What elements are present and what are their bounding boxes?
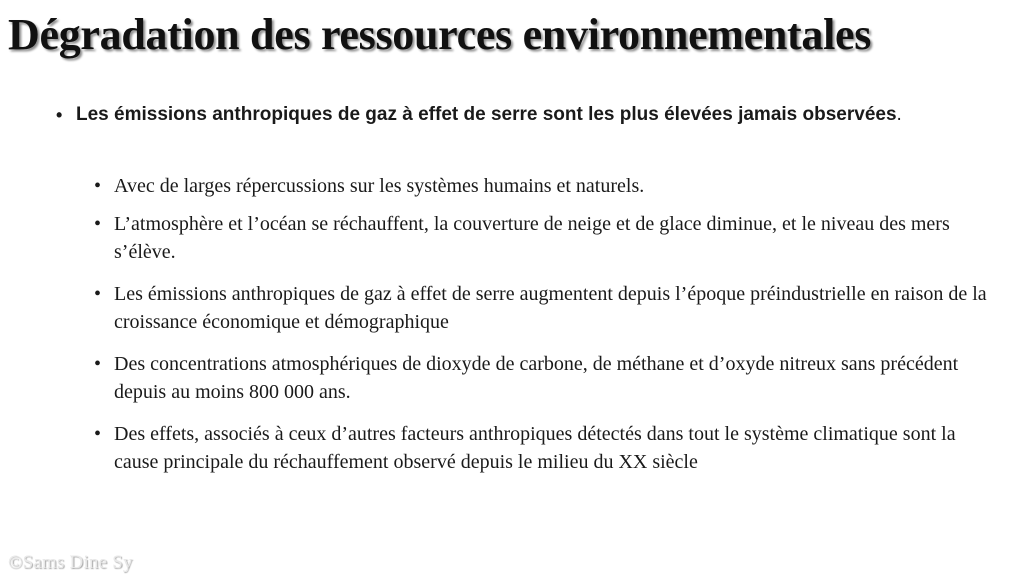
sub-bullet-text: Avec de larges répercussions sur les systèmes humains et naturels. bbox=[114, 175, 645, 197]
sub-bullet-item bbox=[94, 420, 994, 476]
sub-bullet-item bbox=[94, 172, 994, 200]
bullet-icon: • bbox=[94, 283, 102, 305]
bullet-icon: • bbox=[94, 175, 102, 197]
sub-bullet-text: Des concentrations atmosphériques de dioxyde de carbone, de méthane et d’oxyde nitreux sans précédent depuis au moins 800 000 ans. bbox=[114, 353, 959, 403]
bullet-icon: • bbox=[94, 423, 102, 445]
bullet-icon: • bbox=[56, 105, 63, 125]
main-bullet-period: . bbox=[896, 104, 902, 125]
main-bullet-text bbox=[76, 102, 976, 128]
copyright-watermark: ©Sams Dine Sy bbox=[8, 552, 133, 573]
sub-bullet-text: L’atmosphère et l’océan se réchauffent, la couverture de neige et de glace diminue, et le niveau des mers s’élève. bbox=[114, 213, 950, 263]
main-bullet-point bbox=[56, 102, 976, 128]
bullet-icon: • bbox=[94, 353, 102, 375]
sub-bullet-item bbox=[94, 210, 994, 266]
sub-bullet-text: Les émissions anthropiques de gaz à effet de serre augmentent depuis l’époque préindustrielle en raison de la croissance économique et démographique bbox=[114, 283, 987, 333]
sub-bullet-item bbox=[94, 350, 994, 406]
slide-title: Dégradation des ressources environnementales bbox=[8, 10, 872, 59]
sub-bullet-list bbox=[94, 172, 994, 490]
sub-bullet-text: Des effets, associés à ceux d’autres facteurs anthropiques détectés dans tout le système climatique sont la cause principale du réchauffement observé depuis le milieu du XX siècle bbox=[114, 423, 956, 473]
sub-bullet-item bbox=[94, 280, 994, 336]
bullet-icon: • bbox=[94, 213, 102, 235]
main-bullet-bold-text: Les émissions anthropiques de gaz à effet de serre sont les plus élevées jamais observées bbox=[76, 104, 897, 125]
